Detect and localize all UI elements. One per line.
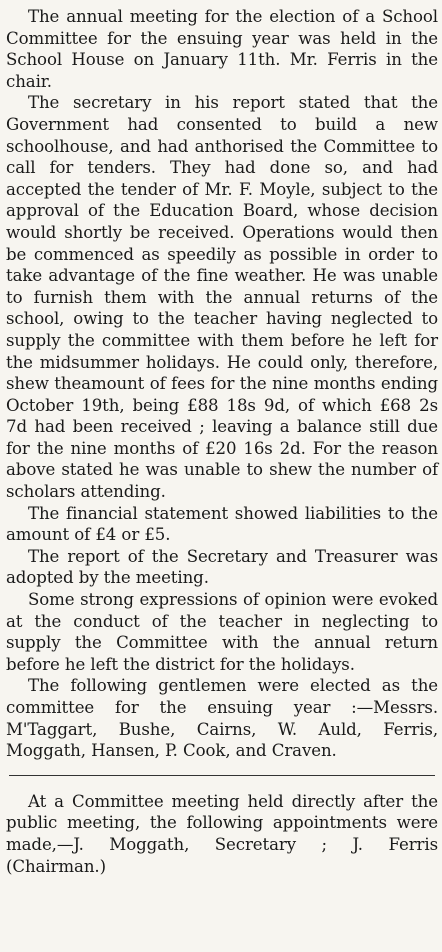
- paragraph-secretary-report: The secretary in his report stated that the Government had consented to build a new schoolhouse, and had anthorised the Committee to call for tenders. They had done so, and had accepted the tender of Mr. F. Moyle, subject to the approval of the Education Board, whose decision would shortly be received. Operations would then be commenced as speedily as possible in order to take advantage of the fine weather. He was unable to furnish them with the annual returns of the school, owing to the teacher having neglected to supply the committee with them before he left for the midsummer holidays. He could only, therefore, shew theamount of fees for the nine months ending October 19th, being £88 18s 9d, of which £68 2s 7d had been received ; leaving a balance still due for the nine months of £20 16s 2d. For the reason above stated he was unable to shew the number of scholars attending.: [6, 93, 438, 502]
- paragraph-report-adopted: The report of the Secretary and Treasurer was adopted by the meeting.: [6, 546, 438, 588]
- paragraph-financial-statement: The financial statement showed liabilities to the amount of £4 or £5.: [6, 503, 438, 545]
- section-divider: [9, 775, 435, 776]
- paragraph-committee-elected: The following gentlemen were elected as the committee for the ensuing year :—Messrs. M'Taggart, Bushe, Cairns, W. Auld, Ferris, Moggath, Hansen, P. Cook, and Craven.: [6, 676, 438, 761]
- meeting-report: [6, 6, 438, 762]
- paragraph-opinions: Some strong expressions of opinion were evoked at the conduct of the teacher in neglecting to supply the Committee with the annual return before he left the district for the holidays.: [6, 590, 438, 674]
- paragraph-appointments: At a Committee meeting held directly after the public meeting, the following appointments were made,—J. Moggath, Secretary ; J. Ferris (Chairman.): [6, 791, 438, 876]
- paragraph-opening: The annual meeting for the election of a School Committee for the ensuing year was held in the School House on January 11th. Mr. Ferris in the chair.: [6, 7, 438, 91]
